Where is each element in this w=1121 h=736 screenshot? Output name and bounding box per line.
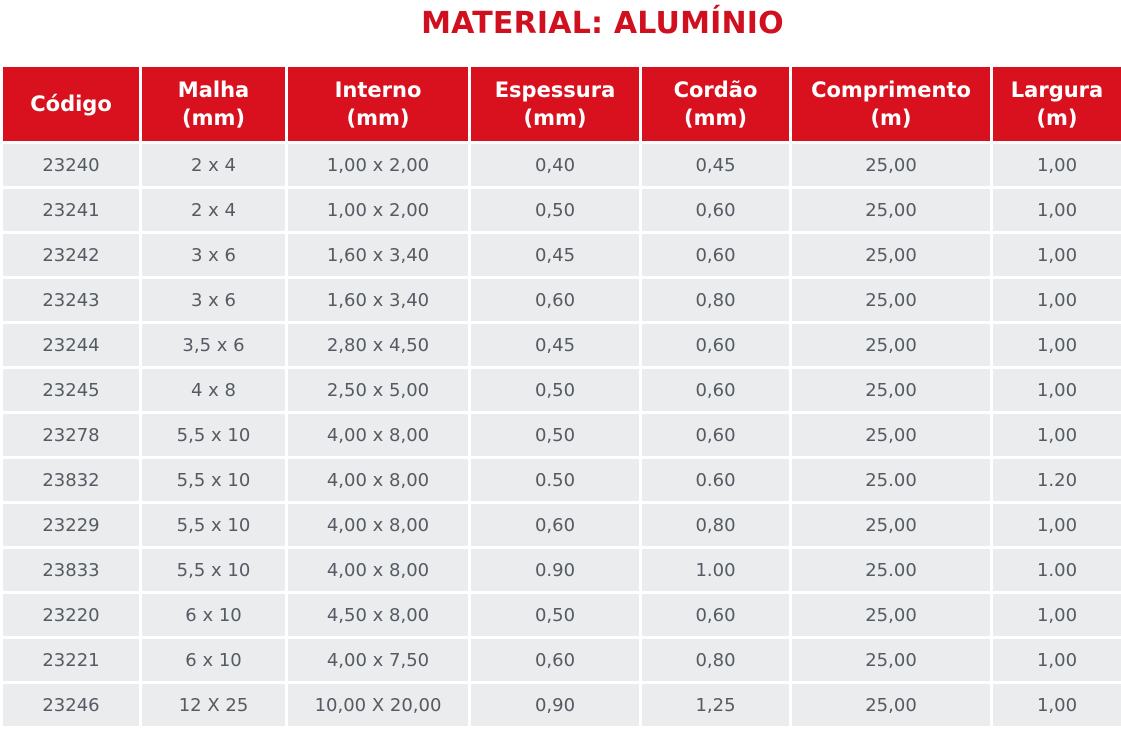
column-header-unit: (mm) bbox=[182, 106, 245, 130]
cell-codigo: 23243 bbox=[3, 279, 139, 321]
cell-comprimento: 25,00 bbox=[792, 594, 990, 636]
table-row bbox=[3, 144, 1121, 186]
cell-interno: 4,00 x 8,00 bbox=[288, 549, 468, 591]
column-header-malha bbox=[142, 67, 285, 141]
cell-largura: 1,00 bbox=[993, 684, 1121, 726]
column-header-label: Comprimento bbox=[811, 78, 971, 102]
table-row bbox=[3, 549, 1121, 591]
cell-codigo: 23244 bbox=[3, 324, 139, 366]
cell-malha: 5,5 x 10 bbox=[142, 504, 285, 546]
table-row bbox=[3, 684, 1121, 726]
cell-interno: 1,60 x 3,40 bbox=[288, 279, 468, 321]
cell-malha: 6 x 10 bbox=[142, 639, 285, 681]
cell-malha: 6 x 10 bbox=[142, 594, 285, 636]
cell-cordao: 0,80 bbox=[642, 639, 789, 681]
cell-comprimento: 25,00 bbox=[792, 639, 990, 681]
cell-comprimento: 25,00 bbox=[792, 684, 990, 726]
cell-interno: 4,50 x 8,00 bbox=[288, 594, 468, 636]
table-row bbox=[3, 234, 1121, 276]
cell-malha: 2 x 4 bbox=[142, 144, 285, 186]
cell-largura: 1,00 bbox=[993, 369, 1121, 411]
cell-espessura: 0,50 bbox=[471, 414, 639, 456]
column-header-unit: (mm) bbox=[346, 106, 410, 130]
cell-cordao: 0,60 bbox=[642, 324, 789, 366]
cell-codigo: 23245 bbox=[3, 369, 139, 411]
table-row bbox=[3, 369, 1121, 411]
cell-cordao: 0,80 bbox=[642, 504, 789, 546]
table-row bbox=[3, 459, 1121, 501]
cell-malha: 3,5 x 6 bbox=[142, 324, 285, 366]
cell-malha: 12 X 25 bbox=[142, 684, 285, 726]
cell-cordao: 0.60 bbox=[642, 459, 789, 501]
column-header-label: Malha bbox=[177, 78, 250, 102]
column-header-label: Cordão bbox=[673, 78, 758, 102]
cell-espessura: 0.90 bbox=[471, 549, 639, 591]
cell-codigo: 23832 bbox=[3, 459, 139, 501]
cell-codigo: 23278 bbox=[3, 414, 139, 456]
cell-interno: 1,00 x 2,00 bbox=[288, 189, 468, 231]
cell-cordao: 1.00 bbox=[642, 549, 789, 591]
cell-comprimento: 25,00 bbox=[792, 144, 990, 186]
cell-espessura: 0,45 bbox=[471, 234, 639, 276]
cell-espessura: 0,60 bbox=[471, 279, 639, 321]
cell-cordao: 0,60 bbox=[642, 234, 789, 276]
column-header-unit: (m) bbox=[1036, 106, 1078, 130]
table-header-row bbox=[3, 67, 1121, 141]
cell-cordao: 0,60 bbox=[642, 594, 789, 636]
column-header-unit: (m) bbox=[870, 106, 912, 130]
column-header-label: Código bbox=[30, 92, 112, 116]
cell-comprimento: 25.00 bbox=[792, 549, 990, 591]
cell-largura: 1,00 bbox=[993, 414, 1121, 456]
cell-interno: 2,50 x 5,00 bbox=[288, 369, 468, 411]
cell-comprimento: 25,00 bbox=[792, 234, 990, 276]
cell-espessura: 0,60 bbox=[471, 504, 639, 546]
cell-interno: 4,00 x 8,00 bbox=[288, 459, 468, 501]
cell-espessura: 0,60 bbox=[471, 639, 639, 681]
cell-interno: 4,00 x 7,50 bbox=[288, 639, 468, 681]
table-row bbox=[3, 414, 1121, 456]
column-header-interno bbox=[288, 67, 468, 141]
page-title: MATERIAL: ALUMÍNIO bbox=[421, 6, 784, 41]
cell-cordao: 0,60 bbox=[642, 189, 789, 231]
cell-cordao: 0,60 bbox=[642, 414, 789, 456]
cell-codigo: 23241 bbox=[3, 189, 139, 231]
cell-malha: 3 x 6 bbox=[142, 279, 285, 321]
cell-comprimento: 25,00 bbox=[792, 504, 990, 546]
column-header-comprimento bbox=[792, 67, 990, 141]
column-header-unit: (mm) bbox=[684, 106, 747, 130]
cell-largura: 1,00 bbox=[993, 594, 1121, 636]
cell-comprimento: 25,00 bbox=[792, 369, 990, 411]
cell-malha: 5,5 x 10 bbox=[142, 459, 285, 501]
column-header-label: Largura bbox=[1010, 78, 1104, 102]
cell-comprimento: 25.00 bbox=[792, 459, 990, 501]
cell-comprimento: 25,00 bbox=[792, 279, 990, 321]
column-header-label: Espessura bbox=[494, 78, 616, 102]
cell-malha: 5,5 x 10 bbox=[142, 549, 285, 591]
table-row bbox=[3, 504, 1121, 546]
cell-espessura: 0,40 bbox=[471, 144, 639, 186]
cell-interno: 1,60 x 3,40 bbox=[288, 234, 468, 276]
cell-largura: 1.20 bbox=[993, 459, 1121, 501]
cell-interno: 10,00 X 20,00 bbox=[288, 684, 468, 726]
cell-largura: 1.00 bbox=[993, 549, 1121, 591]
cell-largura: 1,00 bbox=[993, 144, 1121, 186]
cell-comprimento: 25,00 bbox=[792, 414, 990, 456]
cell-codigo: 23221 bbox=[3, 639, 139, 681]
table-row bbox=[3, 279, 1121, 321]
cell-malha: 2 x 4 bbox=[142, 189, 285, 231]
column-header-codigo bbox=[3, 67, 139, 141]
cell-espessura: 0,50 bbox=[471, 594, 639, 636]
cell-codigo: 23833 bbox=[3, 549, 139, 591]
table-row bbox=[3, 324, 1121, 366]
cell-malha: 3 x 6 bbox=[142, 234, 285, 276]
cell-espessura: 0,50 bbox=[471, 189, 639, 231]
column-header-largura bbox=[993, 67, 1121, 141]
table-row bbox=[3, 639, 1121, 681]
column-header-unit: (mm) bbox=[523, 106, 587, 130]
cell-comprimento: 25,00 bbox=[792, 324, 990, 366]
cell-cordao: 0,60 bbox=[642, 369, 789, 411]
cell-codigo: 23220 bbox=[3, 594, 139, 636]
cell-largura: 1,00 bbox=[993, 639, 1121, 681]
column-header-label: Interno bbox=[334, 78, 422, 102]
table-row bbox=[3, 594, 1121, 636]
column-header-cordao bbox=[642, 67, 789, 141]
cell-interno: 2,80 x 4,50 bbox=[288, 324, 468, 366]
cell-malha: 4 x 8 bbox=[142, 369, 285, 411]
table-row bbox=[3, 189, 1121, 231]
cell-codigo: 23229 bbox=[3, 504, 139, 546]
cell-cordao: 1,25 bbox=[642, 684, 789, 726]
cell-malha: 5,5 x 10 bbox=[142, 414, 285, 456]
cell-largura: 1,00 bbox=[993, 324, 1121, 366]
cell-codigo: 23240 bbox=[3, 144, 139, 186]
cell-codigo: 23242 bbox=[3, 234, 139, 276]
spec-table bbox=[0, 64, 1121, 729]
cell-espessura: 0.50 bbox=[471, 459, 639, 501]
cell-cordao: 0,80 bbox=[642, 279, 789, 321]
cell-interno: 4,00 x 8,00 bbox=[288, 414, 468, 456]
cell-espessura: 0,45 bbox=[471, 324, 639, 366]
cell-codigo: 23246 bbox=[3, 684, 139, 726]
cell-espessura: 0,50 bbox=[471, 369, 639, 411]
cell-comprimento: 25,00 bbox=[792, 189, 990, 231]
column-header-espessura bbox=[471, 67, 639, 141]
cell-largura: 1,00 bbox=[993, 189, 1121, 231]
cell-largura: 1,00 bbox=[993, 234, 1121, 276]
cell-largura: 1,00 bbox=[993, 279, 1121, 321]
cell-interno: 1,00 x 2,00 bbox=[288, 144, 468, 186]
cell-interno: 4,00 x 8,00 bbox=[288, 504, 468, 546]
cell-espessura: 0,90 bbox=[471, 684, 639, 726]
cell-largura: 1,00 bbox=[993, 504, 1121, 546]
cell-cordao: 0,45 bbox=[642, 144, 789, 186]
